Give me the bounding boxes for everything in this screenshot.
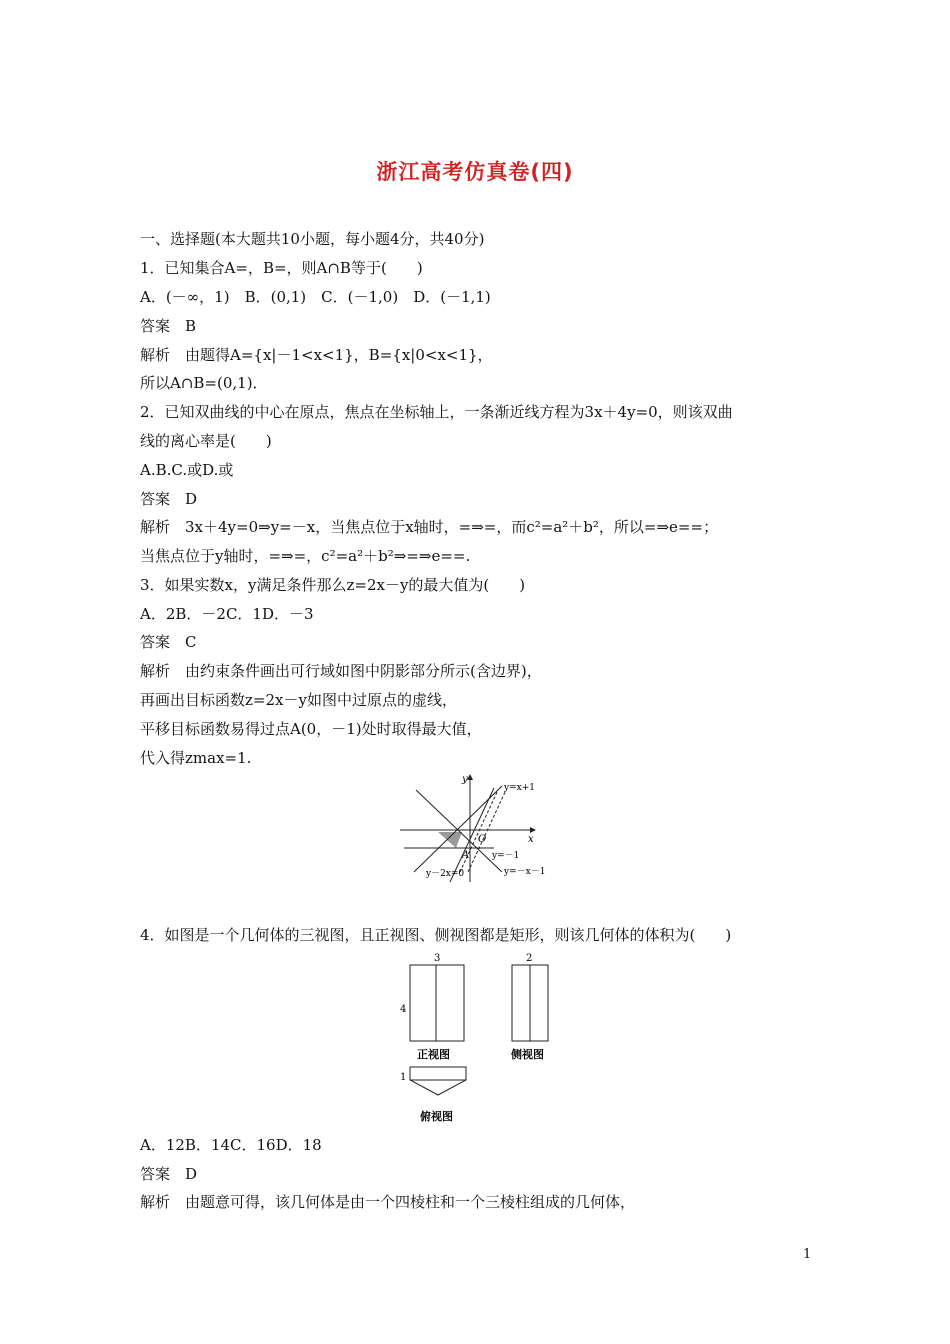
top-view [410,1067,466,1095]
y-axis-arrow [467,774,473,780]
x-axis-label: x [528,834,534,845]
question-3-analysis-3: 平移目标函数易得过点A(0，－1)处时取得最大值， [140,720,482,738]
question-1-options: A．(－∞，1) B．(0,1) C．(－1,0) D．(－1,1) [140,288,491,306]
x-axis-arrow [530,827,536,833]
front-view-label: 正视图 [417,1048,450,1061]
front-view [410,965,464,1041]
question-3-analysis-4: 代入得zmax=1. [140,749,252,767]
side-width-label: 2 [526,953,533,964]
question-2-options: A.B.C.或D.或 [140,461,234,479]
question-2-analysis: 解析 3x＋4y=0⇒y=－x，当焦点位于x轴时，=⇒=，而c²=a²＋b²，所以=⇒e==； [140,518,719,536]
side-view-label: 侧视图 [511,1048,544,1061]
question-3: 3．如果实数x，y满足条件那么z=2x－y的最大值为( ) [140,576,526,594]
front-height-label: 4 [400,1004,407,1015]
question-1: 1．已知集合A=，B=，则A∩B等于( ) [140,259,423,277]
three-view-drawing [392,950,562,1130]
feasible-region-graph [398,772,554,884]
top-view-label: 俯视图 [420,1110,453,1123]
top-height-label: 1 [400,1072,407,1083]
question-4-options: A．12B．14C．16D．18 [140,1136,322,1154]
point-a-label: A [462,850,470,861]
question-2: 2．已知双曲线的中心在原点，焦点在坐标轴上，一条渐近线方程为3x＋4y=0，则该双曲 [140,403,733,421]
question-1-analysis: 解析 由题得A={x|－1<x<1}，B={x|0<x<1}， [140,346,493,364]
label-y-eq-neg-1: y=－1 [492,851,520,861]
origin-label: O [478,834,487,845]
question-4-analysis: 解析 由题意可得，该几何体是由一个四棱柱和一个三棱柱组成的几何体， [140,1193,636,1211]
label-y-eq-neg-x-minus-1: y=－x－1 [504,867,546,877]
question-3-answer: 答案 C [140,633,197,651]
question-1-analysis-cont: 所以A∩B=(0,1)． [140,374,268,392]
label-y-minus-2x-eq-0: y－2x=0 [426,869,465,879]
page-number: 1 [803,1247,812,1262]
section-heading: 一、选择题(本大题共10小题，每小题4分，共40分) [140,230,485,248]
question-2-analysis-cont: 当焦点位于y轴时，=⇒=，c²=a²＋b²⇒=⇒e==. [140,547,471,565]
question-1-answer: 答案 B [140,317,197,335]
y-axis-label: y [462,774,468,785]
label-y-eq-x-plus-1: y=x+1 [504,783,535,793]
question-2-cont: 线的离心率是( ) [140,432,272,450]
question-4-answer: 答案 D [140,1165,198,1183]
front-width-label: 3 [434,953,441,964]
question-2-answer: 答案 D [140,490,198,508]
question-3-analysis: 解析 由约束条件画出可行域如图中阴影部分所示(含边界)， [140,662,542,680]
question-3-options: A．2B．－2C．1D．－3 [140,605,314,623]
line-y-eq-neg-x-minus-1 [416,790,502,872]
question-4: 4．如图是一个几何体的三视图，且正视图、侧视图都是矩形，则该几何体的体积为( ) [140,926,732,944]
question-3-analysis-2: 再画出目标函数z=2x－y如图中过原点的虚线， [140,691,457,709]
page-title: 浙江高考仿真卷(四) [376,160,574,184]
